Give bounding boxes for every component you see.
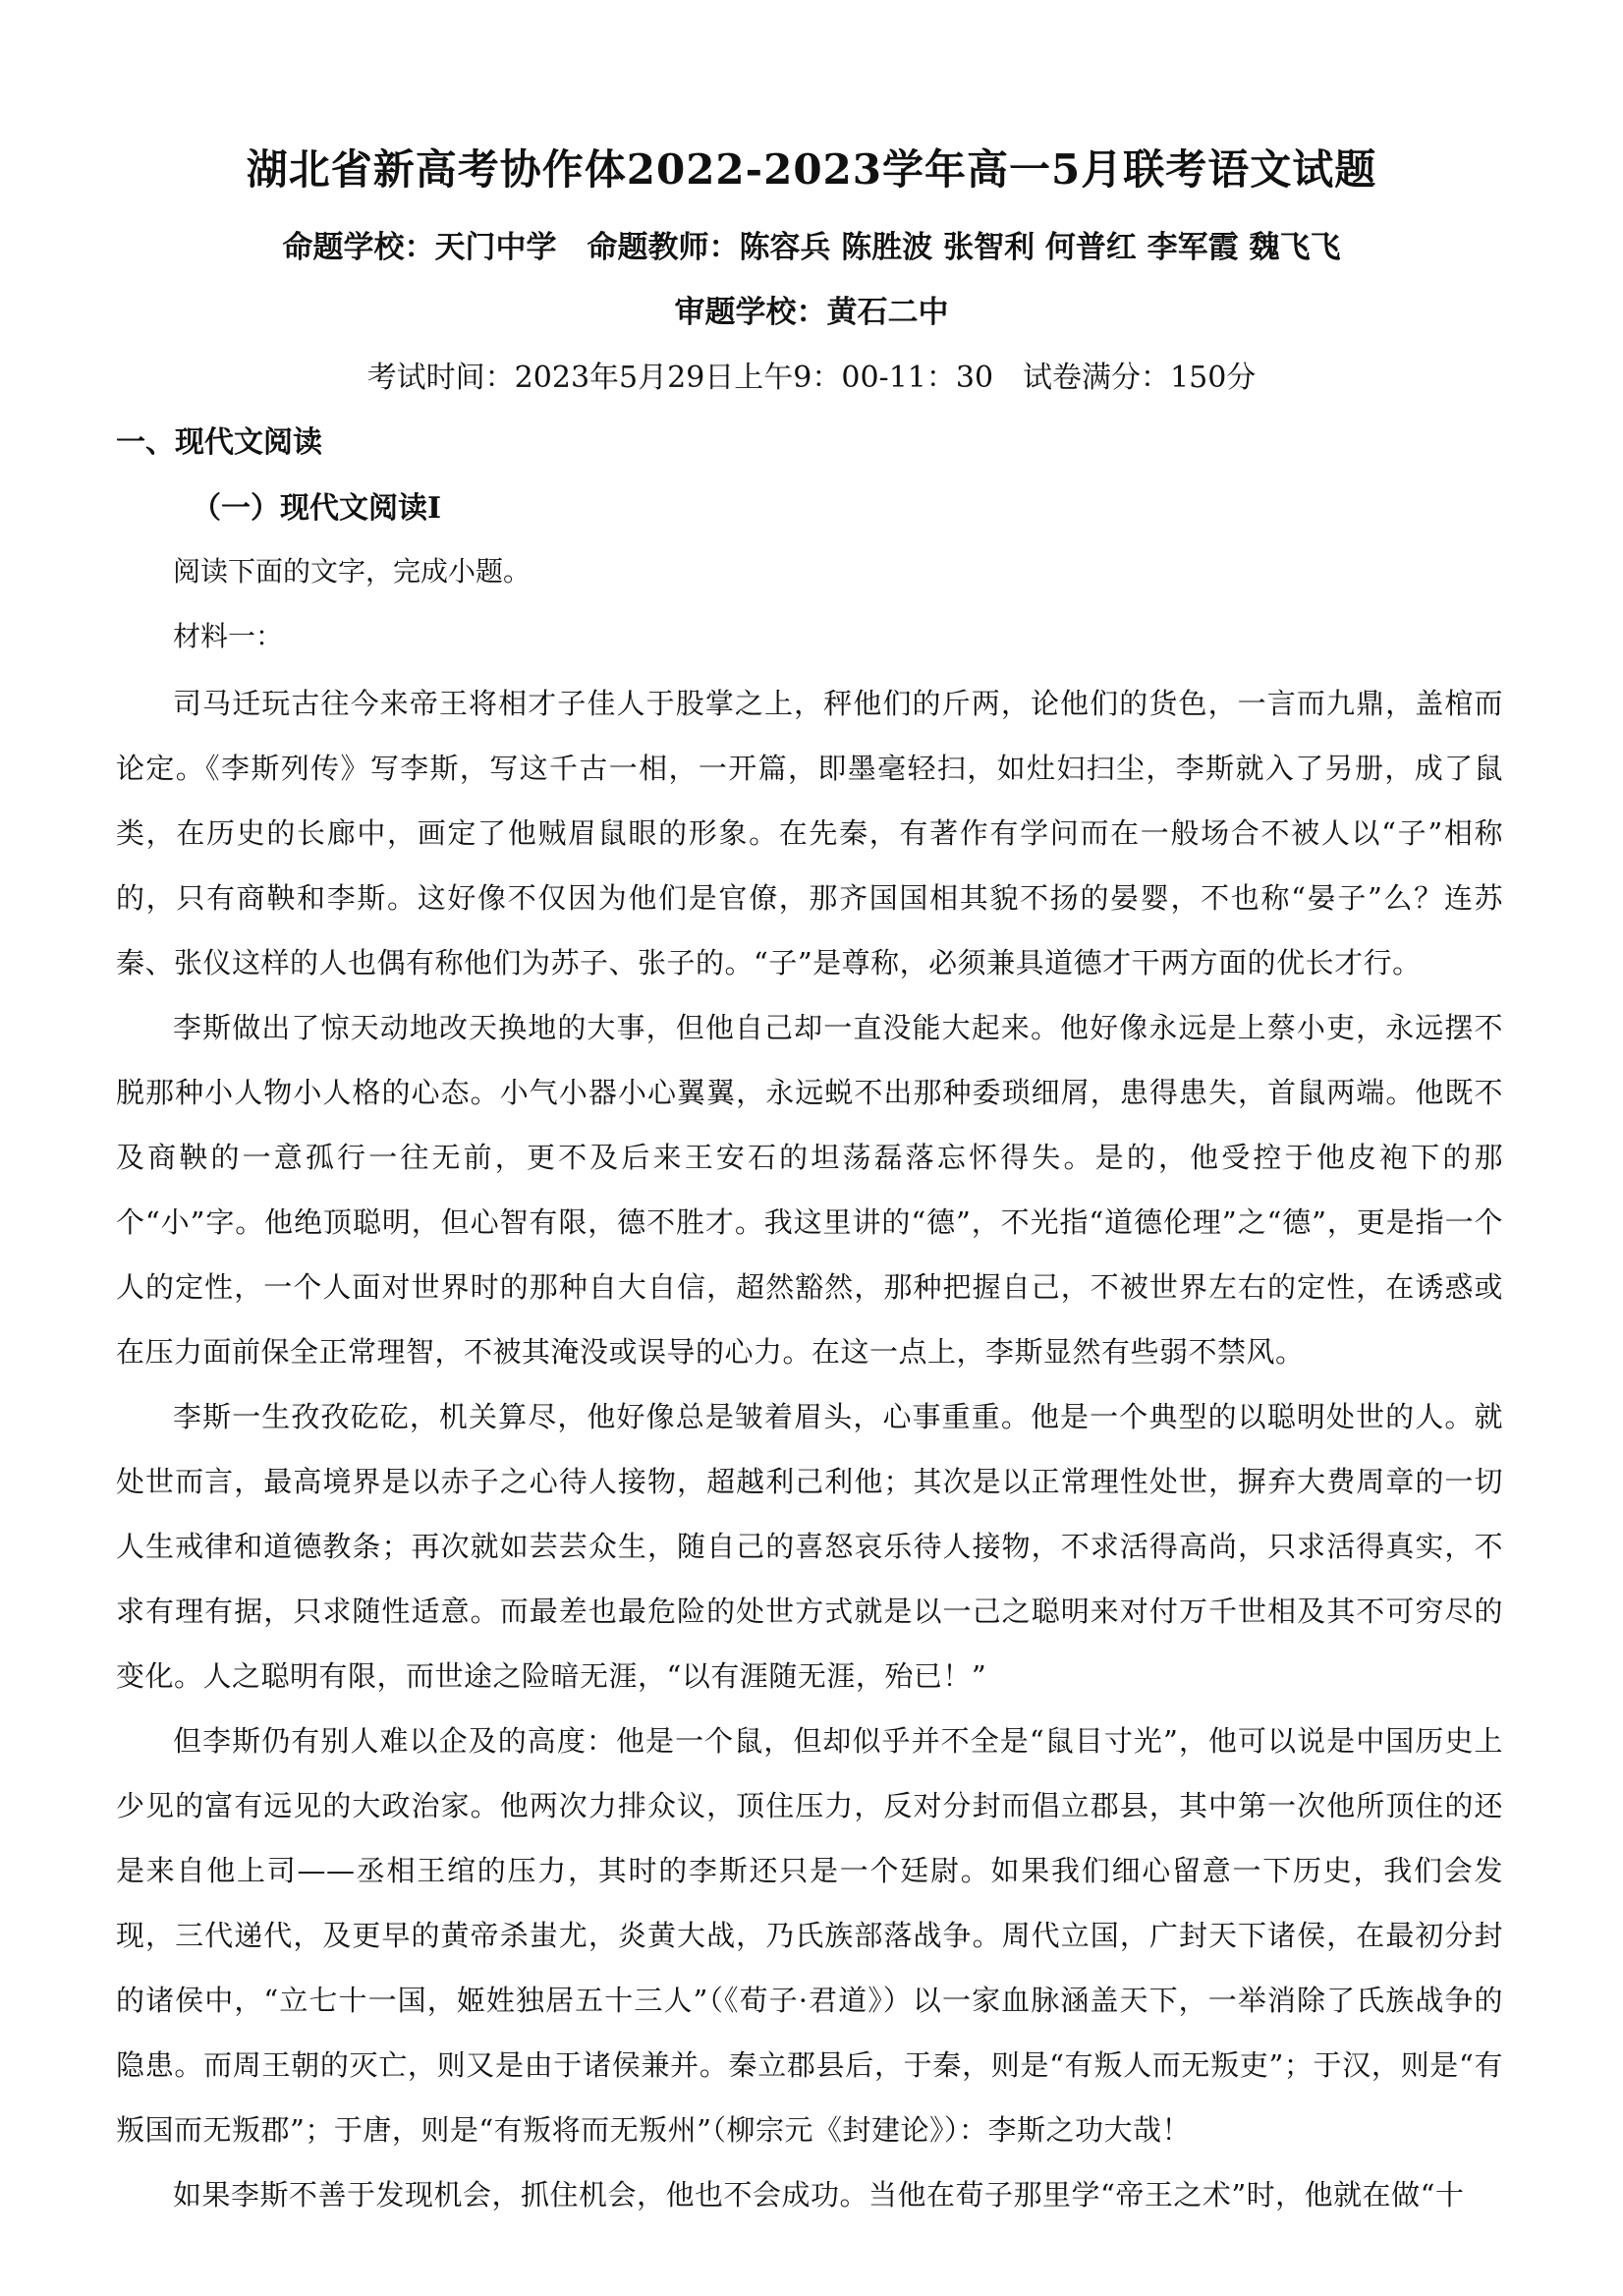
proposition-line: 命题学校：天门中学 命题教师：陈容兵 陈胜波 张智利 何普红 李军霞 魏飞飞 [282, 230, 1341, 265]
reading-passage [116, 671, 1503, 2227]
passage-paragraph: 司马迁玩古往今来帝王将相才子佳人于股掌之上，秤他们的斤两，论他们的货色，一言而九鼎，盖棺而论定。《李斯列传》写李斯，写这千古一相，一开篇，即墨毫轻扫，如灶妇扫尘，李斯就入了另册，成了鼠类，在历史的长廊中，画定了他贼眉鼠眼的形象。在先秦，有著作有学问而在一般场合不被人以“子”相称的，只有商鞅和李斯。这好像不仅因为他们是官僚，那齐国国相其貌不扬的晏婴，不也称“晏子”么？连苏秦、张仪这样的人也偶有称他们为苏子、张子的。“子”是尊称，必须兼具道德才干两方面的优长才行。 [116, 687, 1503, 980]
passage-paragraph: 李斯做出了惊天动地改天换地的大事，但他自己却一直没能大起来。他好像永远是上蔡小吏，永远摆不脱那种小人物小人格的心态。小气小器小心翼翼，永远蜕不出那种委琐细屑，患得患失，首鼠两端。他既不及商鞅的一意孤行一往无前，更不及后来王安石的坦荡磊落忘怀得失。是的，他受控于他皮袍下的那个“小”字。他绝顶聪明，但心智有限，德不胜才。我这里讲的“德”，不光指“道德伦理”之“德”，更是指一个人的定性，一个人面对世界时的那种自大自信，超然豁然，那种把握自己，不被世界左右的定性，在诱惑或在压力面前保全正常理智，不被其淹没或误导的心力。在这一点上，李斯显然有些弱不禁风。 [116, 1011, 1503, 1369]
section-heading: 一、现代文阅读 [116, 425, 322, 460]
material-label: 材料一： [173, 620, 284, 652]
reading-instruction: 阅读下面的文字，完成小题。 [173, 555, 532, 588]
review-line: 审题学校：黄石二中 [674, 295, 949, 330]
exam-title: 湖北省新高考协作体2022-2023学年高一5月联考语文试题 [246, 145, 1377, 194]
exam-info-line: 考试时间：2023年5月29日上午9：00-11：30 试卷满分：150分 [366, 361, 1257, 395]
passage-paragraph: 但李斯仍有别人难以企及的高度：他是一个鼠，但却似乎并不全是“鼠目寸光”，他可以说是中国历史上少见的富有远见的大政治家。他两次力排众议，顶住压力，反对分封而倡立郡县，其中第一次他所顶住的还是来自他上司——丞相王绾的压力，其时的李斯还只是一个廷尉。如果我们细心留意一下历史，我们会发现，三代递代，及更早的黄帝杀蚩尤，炎黄大战，乃氏族部落战争。周代立国，广封天下诸侯，在最初分封的诸侯中，“立七十一国，姬姓独居五十三人”（《荀子·君道》）以一家血脉涵盖天下，一举消除了氏族战争的隐患。而周王朝的灭亡，则又是由于诸侯兼并。秦立郡县后，于秦，则是“有叛人而无叛吏”；于汉，则是“有叛国而无叛郡”；于唐，则是“有叛将而无叛州”（柳宗元《封建论》）：李斯之功大哉！ [116, 1724, 1503, 2147]
subsection-heading: （一）现代文阅读Ⅰ [192, 491, 442, 526]
passage-paragraph: 李斯一生孜孜矻矻，机关算尽，他好像总是皱着眉头，心事重重。他是一个典型的以聪明处世的人。就处世而言，最高境界是以赤子之心待人接物，超越利己利他；其次是以正常理性处世，摒弃大费周章的一切人生戒律和道德教条；再次就如芸芸众生，随自己的喜怒哀乐待人接物，不求活得高尚，只求活得真实，不求有理有据，只求随性适意。而最差也最危险的处世方式就是以一己之聪明来对付万千世相及其不可穷尽的变化。人之聪明有限，而世途之险暗无涯，“以有涯随无涯，殆已！” [116, 1400, 1503, 1693]
passage-paragraph: 如果李斯不善于发现机会，抓住机会，他也不会成功。当他在荀子那里学“帝王之术”时，他就在做“十 [173, 2178, 1465, 2212]
